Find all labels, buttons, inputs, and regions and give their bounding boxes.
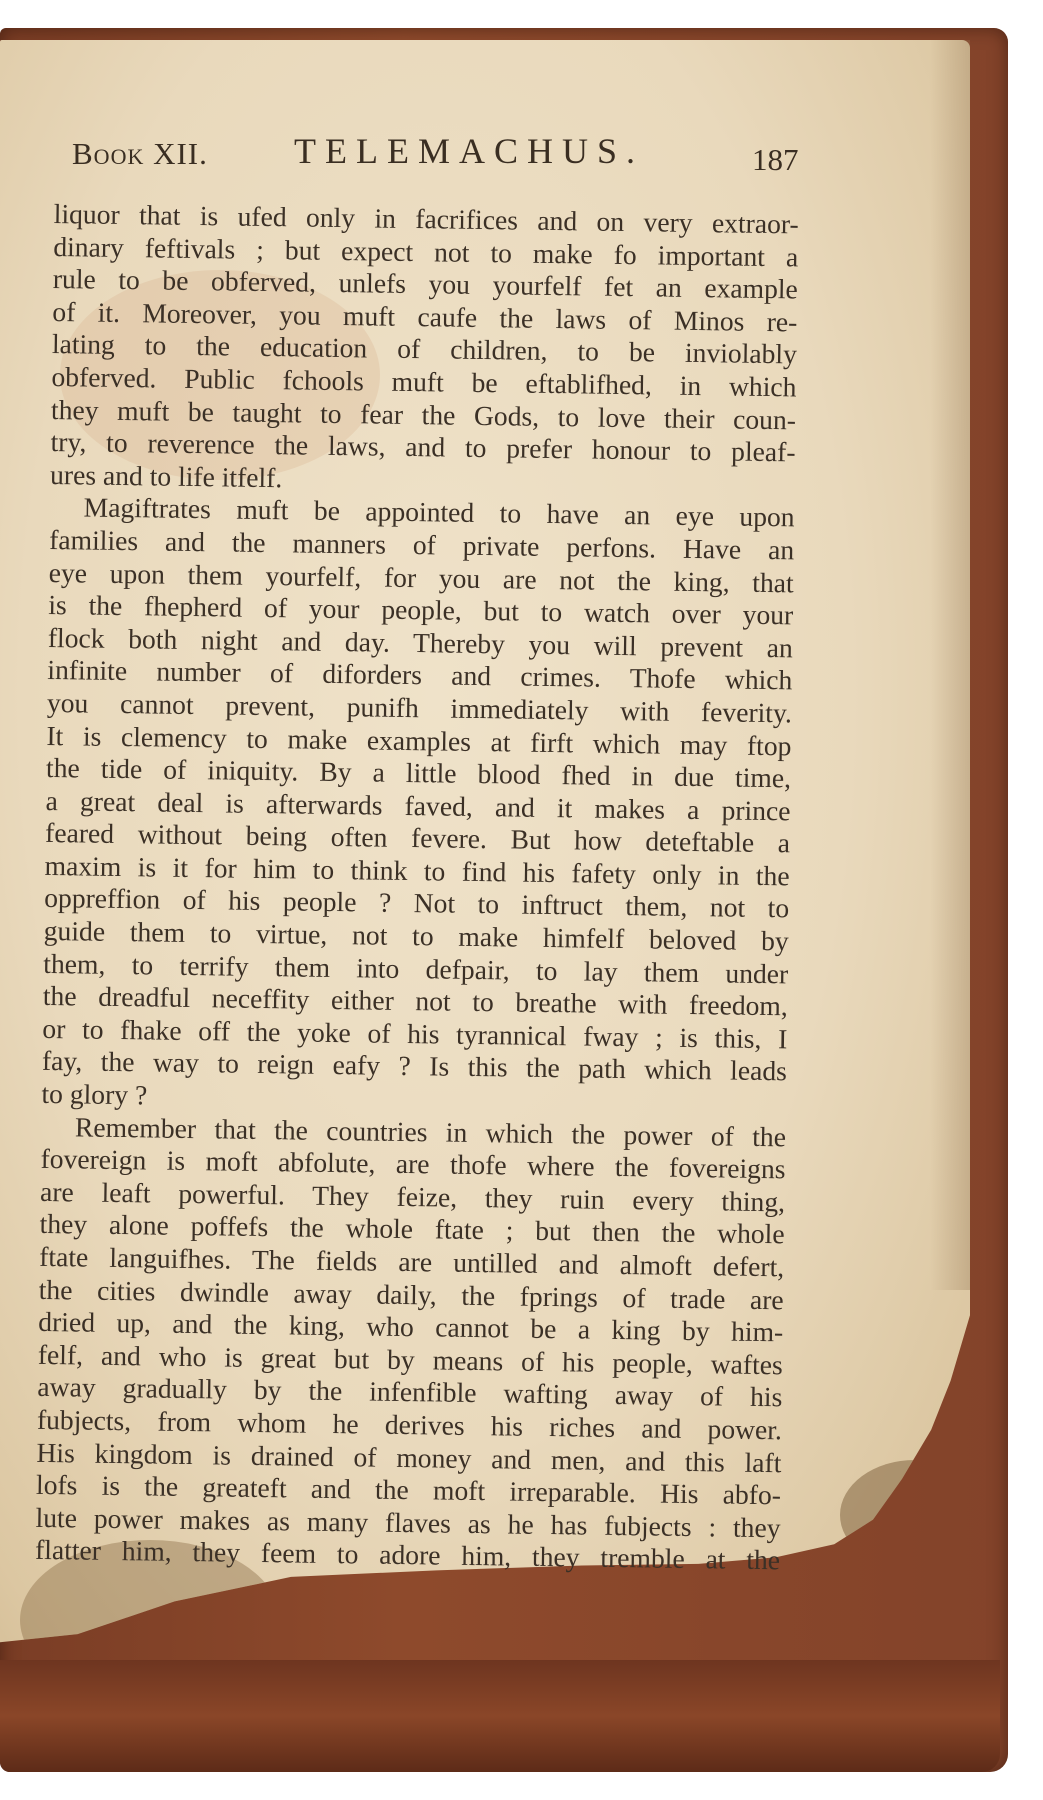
text-line: maxim is it for him to think to find his fafety only in the <box>44 849 790 892</box>
text-line: felf, and who is great but by means of his people, waftes <box>37 1338 783 1381</box>
text-line: are leaft powerful. They feize, they ruin every thing, <box>39 1175 786 1218</box>
text-line: flatter him, they feem to adore him, they tremble at the <box>34 1534 781 1576</box>
text-line: eye upon them yourfelf, for you are not the king, that <box>48 556 794 598</box>
text-line: try, to reverence the laws, and to prefer honour to pleaf- <box>50 426 796 468</box>
text-line: of it. Moreover, you muft caufe the laws of Minos re- <box>52 295 798 338</box>
text-line: fubjects, from whom he derives his riches and power. <box>36 1403 783 1446</box>
text-line: families and the manners of private perfons. Have an <box>49 523 795 566</box>
text-line: dinary feftivals ; but expect not to make fo important a <box>53 230 799 272</box>
text-line: infinite number of diforders and crimes. Thofe which <box>47 654 793 696</box>
text-line: His kingdom is drained of money and men, and this laft <box>36 1436 782 1478</box>
page-header <box>72 130 812 180</box>
cover-bottom-edge <box>0 1660 1000 1772</box>
text-line: to glory ? <box>41 1077 148 1111</box>
text-line: dried up, and the king, who cannot be a king by him- <box>38 1306 784 1348</box>
text-line: the tide of iniquity. By a little blood fhed in due time, <box>45 752 792 794</box>
text-line: ftate languifhes. The fields are untilled and almoft defert, <box>39 1240 785 1283</box>
text-line: ures and to life itfelf. <box>49 458 283 493</box>
text-line: is the fhepherd of your people, but to watch over your <box>48 589 794 631</box>
text-line: Magiftrates muft be appointed to have an eye upon <box>83 491 795 533</box>
page-edge-shadow <box>930 40 970 1290</box>
text-line: a great deal is afterwards faved, and it makes a prince <box>45 784 791 827</box>
text-line: you cannot prevent, punifh immediately with feverity. <box>46 686 793 729</box>
text-line: rule to be obferved, unlefs you yourfelf fet an example <box>52 263 799 305</box>
text-line: lating to the education of children, to be inviolably <box>51 328 798 370</box>
text-line: away gradually by the infenfible wafting away of his <box>37 1371 783 1413</box>
text-line: they muft be taught to fear the Gods, to love their coun- <box>50 393 797 435</box>
text-line: or to fhake off the yoke of his tyrannical fway ; is this, I <box>42 1012 788 1055</box>
text-line: Remember that the countries in which the power of the <box>74 1111 787 1152</box>
text-line: oppreffion of his people ? Not to inftruct them, not to <box>44 882 790 924</box>
text-line: liquor that is ufed only in facrifices and on very extraor- <box>53 198 799 240</box>
book-label: Book XII. <box>72 136 208 171</box>
text-line: the cities dwindle away daily, the fprings of trade are <box>38 1273 784 1315</box>
text-line: them, to terrify them into defpair, to lay them under <box>43 947 789 989</box>
text-line: lofs is the greateft and the moft irreparable. His abfo- <box>35 1469 782 1511</box>
running-title: TELEMACHUS. <box>294 131 644 171</box>
page-number: 187 <box>752 142 799 177</box>
text-line: flock both night and day. Thereby you will prevent an <box>47 621 794 664</box>
text-line: feared without being often fevere. But how deteftable a <box>44 817 791 859</box>
text-line: guide them to virtue, not to make himfelf beloved by <box>43 914 789 957</box>
text-line: obferved. Public fchools muft be eftablifhed, in which <box>51 360 797 403</box>
text-line: fovereign is moft abfolute, are thofe where the fovereigns <box>40 1143 786 1185</box>
body-text <box>35 198 799 1577</box>
text-line: they alone poffefs the whole ftate ; but then the whole <box>39 1208 785 1250</box>
text-line: It is clemency to make examples at firft which may ftop <box>46 719 792 761</box>
text-line: the dreadful neceffity either not to breathe with freedom, <box>42 980 789 1022</box>
text-line: lute power makes as many flaves as he has fubjects : they <box>35 1501 781 1544</box>
text-line: fay, the way to reign eafy ? Is this the path which leads <box>41 1045 788 1087</box>
